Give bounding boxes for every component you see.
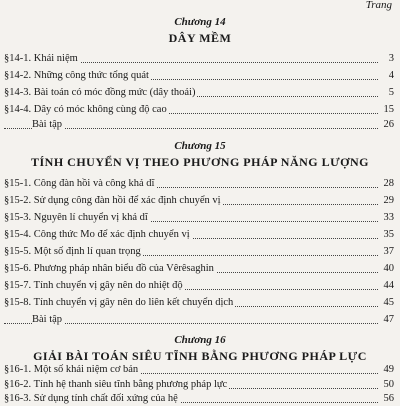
toc-entry[interactable]: [4, 228, 394, 242]
toc-page-number: 33: [383, 212, 394, 223]
toc-entry-text: Khái niệm: [33, 53, 78, 64]
toc-section-number: §15-6.: [4, 263, 32, 274]
toc-entry-text: Sử dụng công đàn hồi để xác định chuyển vị: [33, 195, 221, 206]
toc-section-number: §15-2.: [4, 195, 32, 206]
toc-entry-text: Bài tập: [32, 314, 63, 325]
toc-page-number: 3: [388, 53, 394, 64]
toc-entry[interactable]: [4, 363, 394, 377]
toc-section-number: §15-8.: [4, 297, 32, 308]
toc-section-number: §15-3.: [4, 212, 32, 223]
toc-entry[interactable]: [4, 392, 394, 406]
toc-entry-text: Những công thức tổng quát: [33, 70, 149, 81]
chapter-14-label: Chương 14: [174, 16, 226, 28]
toc-page-number: 5: [388, 87, 394, 98]
toc-page-number: 35: [383, 229, 394, 240]
toc-page-number: 47: [383, 314, 394, 325]
toc-page-number: 45: [383, 297, 394, 308]
toc-entry-text: Bài toán có móc đồng mức (dây thoải): [33, 87, 196, 98]
toc-page-number: 44: [383, 280, 394, 291]
toc-page-number: 26: [383, 119, 394, 130]
chapter-15-title: TÍNH CHUYỂN VỊ THEO PHƯƠNG PHÁP NĂNG LƯỢNG: [30, 155, 370, 169]
chapter-15-label: Chương 15: [174, 140, 226, 152]
toc-section-number: §16-2.: [4, 379, 32, 390]
page-column-header: Trang: [365, 0, 392, 11]
toc-entry-text: Một số định lí quan trọng: [33, 246, 141, 257]
toc-section-number: §15-7.: [4, 280, 32, 291]
toc-page-number: 28: [383, 178, 394, 189]
toc-section-number: §15-5.: [4, 246, 32, 257]
toc-page-number: 50: [383, 379, 394, 390]
toc-entry[interactable]: [4, 86, 394, 100]
toc-page-number: 49: [383, 364, 394, 375]
toc-entry-text: Tính chuyển vị gây nên do liên kết chuyển dịch: [33, 297, 234, 308]
toc-entry-text: Công thức Mo để xác định chuyển vị: [33, 229, 190, 240]
toc-entry[interactable]: [4, 262, 394, 276]
toc-entry-text: Công đàn hồi và công khả dĩ: [33, 178, 155, 189]
toc-entry[interactable]: [4, 378, 394, 392]
toc-entry[interactable]: [4, 279, 394, 293]
toc-section-number: §16-3.: [4, 393, 32, 404]
chapter-16-title: GIẢI BÀI TOÁN SIÊU TĨNH BẰNG PHƯƠNG PHÁP LỰC: [33, 349, 367, 363]
toc-entry-text: Dây có móc không cùng độ cao: [33, 104, 167, 115]
toc-section-number: §14-2.: [4, 70, 32, 81]
toc-section-number: §14-3.: [4, 87, 32, 98]
toc-entry[interactable]: [4, 69, 394, 83]
toc-section-number: §15-1.: [4, 178, 32, 189]
toc-entry-text: Phương pháp nhân biểu đồ của Vêrêsaghin: [33, 263, 214, 274]
toc-page-number: 4: [388, 70, 394, 81]
toc-entry[interactable]: [4, 296, 394, 310]
toc-entry-text: Một số khái niệm cơ bản: [33, 364, 139, 375]
toc-entry[interactable]: [4, 211, 394, 225]
toc-entry[interactable]: [4, 245, 394, 259]
toc-entry-text: Nguyên lí chuyển vị khả dĩ: [33, 212, 148, 223]
toc-page-number: 29: [383, 195, 394, 206]
toc-entry-text: Bài tập: [32, 119, 63, 130]
toc-section-number: §14-4.: [4, 104, 32, 115]
toc-entry[interactable]: [4, 52, 394, 66]
toc-page-number: 40: [383, 263, 394, 274]
toc-entry[interactable]: [4, 103, 394, 117]
toc-page-number: 15: [383, 104, 394, 115]
toc-entry[interactable]: [4, 177, 394, 191]
toc-entry[interactable]: [4, 313, 394, 327]
toc-section-number: §15-4.: [4, 229, 32, 240]
chapter-16-label: Chương 16: [174, 334, 226, 346]
toc-entry-text: Tính chuyển vị gây nên do nhiệt độ: [33, 280, 183, 291]
toc-section-number: §14-1.: [4, 53, 32, 64]
toc-page-number: 56: [383, 393, 394, 404]
chapter-14-title: DÂY MỀM: [168, 31, 232, 45]
toc-entry[interactable]: [4, 194, 394, 208]
toc-entry-text: Tính hệ thanh siêu tĩnh bằng phương pháp lực: [33, 379, 228, 390]
toc-entry-text: Sử dụng tính chất đối xứng của hệ: [33, 393, 178, 404]
toc-entry[interactable]: [4, 118, 394, 132]
toc-section-number: §16-1.: [4, 364, 32, 375]
toc-page-number: 37: [383, 246, 394, 257]
